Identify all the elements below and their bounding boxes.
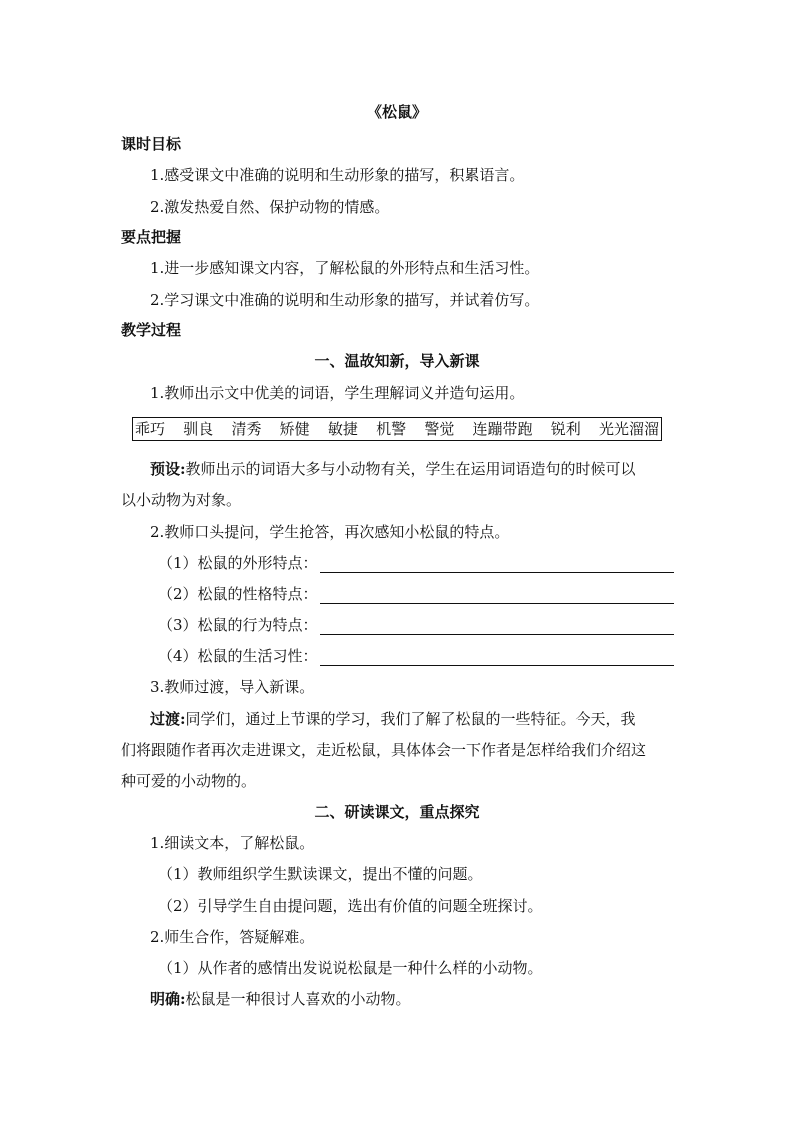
vocab-word: 连蹦带跑 xyxy=(472,420,533,438)
part1-step2: 2.教师口头提问，学生抢答，再次感知小松鼠的特点。 xyxy=(150,523,510,541)
document-title: 《松鼠》 xyxy=(366,103,427,121)
fill-blank-label: （1）松鼠的外形特点： xyxy=(158,554,318,572)
answer-line xyxy=(320,603,674,604)
clarify-paragraph xyxy=(150,989,411,1009)
vocab-word: 锐利 xyxy=(550,420,581,438)
key-point-item: 2.学习课文中准确的说明和生动形象的描写，并试着仿写。 xyxy=(150,291,540,309)
clarify-text: 松鼠是一种很讨人喜欢的小动物。 xyxy=(185,990,411,1008)
goal-item: 1.感受课文中准确的说明和生动形象的描写，积累语言。 xyxy=(150,166,525,184)
preset-paragraph xyxy=(150,459,636,479)
fill-blank-label: （3）松鼠的行为特点： xyxy=(158,616,318,634)
part1-step1: 1.教师出示文中优美的词语，学生理解词义并造句运用。 xyxy=(150,384,525,402)
key-point-item: 1.进一步感知课文内容，了解松鼠的外形特点和生活习性。 xyxy=(150,259,540,277)
fill-blank-label: （4）松鼠的生活习性： xyxy=(158,647,318,665)
preset-text: 教师出示的词语大多与小动物有关，学生在运用词语造句的时候可以 xyxy=(185,460,636,478)
preset-text-continued: 以小动物为对象。 xyxy=(121,491,242,509)
section-heading-goals: 课时目标 xyxy=(121,135,182,153)
vocab-word: 机警 xyxy=(376,420,407,438)
part2-sub-item: （1）教师组织学生默读课文，提出不懂的问题。 xyxy=(158,865,483,883)
answer-line xyxy=(320,572,674,573)
transition-label: 过渡: xyxy=(150,710,186,728)
vocab-word: 驯良 xyxy=(183,420,214,438)
vocab-word: 光光溜溜 xyxy=(598,420,659,438)
transition-text: 同学们，通过上节课的学习，我们了解了松鼠的一些特征。今天，我 xyxy=(185,710,636,728)
fill-blank-label: （2）松鼠的性格特点： xyxy=(158,585,318,603)
clarify-label: 明确: xyxy=(150,990,186,1008)
part2-sub-item: （1）从作者的感情出发说说松鼠是一种什么样的小动物。 xyxy=(158,959,543,977)
section-heading-process: 教学过程 xyxy=(121,321,182,339)
transition-text-continued: 们将跟随作者再次走进课文，走近松鼠，具体体会一下作者是怎样给我们介绍这 xyxy=(121,741,647,759)
preset-label: 预设: xyxy=(150,460,186,478)
vocab-word: 清秀 xyxy=(231,420,262,438)
part2-step1: 1.细读文本，了解松鼠。 xyxy=(150,834,315,852)
vocabulary-box xyxy=(132,417,662,441)
part2-heading: 二、研读课文，重点探究 xyxy=(314,803,480,821)
vocab-word: 矫健 xyxy=(279,420,310,438)
vocab-word: 乖巧 xyxy=(135,420,166,438)
part2-sub-item: （2）引导学生自由提问题，选出有价值的问题全班探讨。 xyxy=(158,897,543,915)
goal-item: 2.激发热爱自然、保护动物的情感。 xyxy=(150,198,390,216)
transition-text-continued: 种可爱的小动物的。 xyxy=(121,772,257,790)
vocab-word: 敏捷 xyxy=(327,420,358,438)
vocab-word: 警觉 xyxy=(424,420,455,438)
part2-step2: 2.师生合作，答疑解难。 xyxy=(150,928,315,946)
answer-line xyxy=(320,634,674,635)
answer-line xyxy=(320,665,674,666)
section-heading-key-points: 要点把握 xyxy=(121,228,182,246)
part1-step3: 3.教师过渡，导入新课。 xyxy=(150,678,315,696)
part1-heading: 一、温故知新，导入新课 xyxy=(314,352,480,370)
transition-paragraph xyxy=(150,709,636,729)
